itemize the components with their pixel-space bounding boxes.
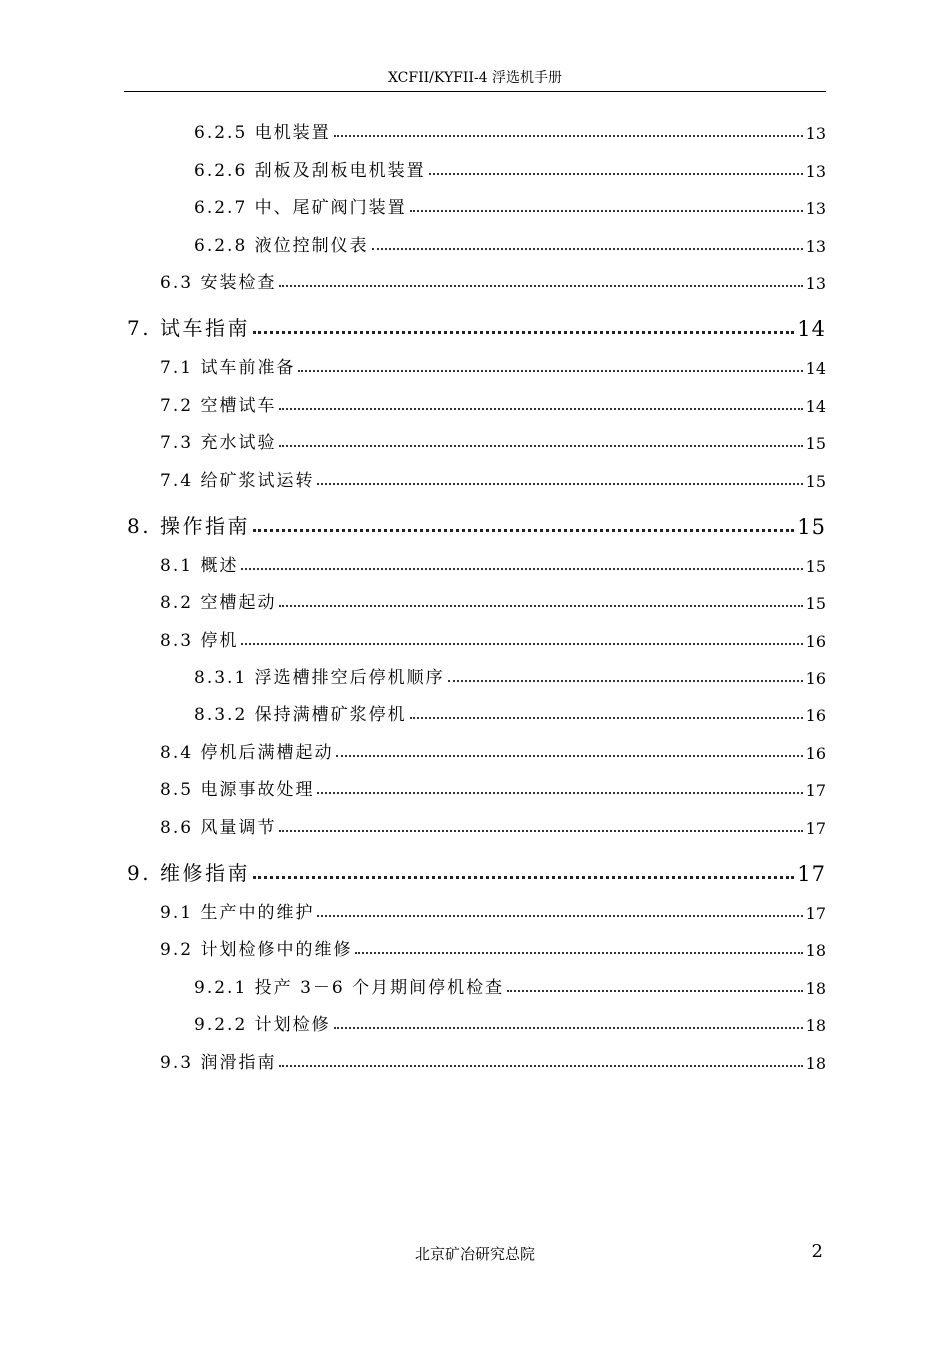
- toc-entry-title: 9. 维修指南: [127, 860, 250, 885]
- toc-leader-dots: [241, 643, 802, 645]
- toc-leader-dots: [410, 717, 803, 719]
- toc-entry-page: 15: [805, 471, 826, 491]
- toc-entry-title: 8.1 概述: [160, 555, 239, 576]
- toc-entry[interactable]: [124, 769, 826, 806]
- toc-entry-page: 15: [805, 556, 826, 576]
- toc-entry-page: 13: [805, 161, 826, 181]
- toc-leader-dots: [279, 285, 802, 287]
- footer-organization: 北京矿冶研究总院: [414, 1245, 535, 1263]
- toc-entry-page: 17: [797, 861, 826, 886]
- toc-leader-dots: [448, 680, 803, 682]
- toc-entry-title: 7.2 空槽试车: [160, 395, 277, 416]
- toc-leader-dots: [253, 876, 794, 879]
- toc-leader-dots: [334, 135, 803, 137]
- toc-entry[interactable]: [124, 929, 826, 966]
- toc-entry-title: 7.4 给矿浆试运转: [160, 470, 315, 491]
- toc-leader-dots: [336, 755, 802, 757]
- toc-entry-title: 8.6 风量调节: [160, 817, 277, 838]
- toc-leader-dots: [355, 952, 802, 954]
- toc-entry[interactable]: [124, 1041, 826, 1078]
- header-rule: [124, 91, 826, 92]
- toc-entry[interactable]: [124, 892, 826, 929]
- toc-entry[interactable]: [124, 262, 826, 299]
- toc-entry-title: 7. 试车指南: [127, 315, 250, 340]
- toc-leader-dots: [410, 210, 803, 212]
- toc-entry-title: 8.4 停机后满槽起动: [160, 742, 334, 763]
- toc-entry-title: 9.1 生产中的维护: [160, 903, 315, 924]
- toc-entry-title: 6.2.8 液位控制仪表: [194, 235, 369, 256]
- toc-entry[interactable]: [124, 224, 826, 261]
- toc-chapter-entry[interactable]: [124, 501, 826, 545]
- toc-entry-title: 8.5 电源事故处理: [160, 780, 315, 801]
- toc-entry-title: 7.1 试车前准备: [160, 358, 296, 379]
- toc-entry-title: 8.2 空槽起动: [160, 593, 277, 614]
- toc-entry-title: 9.2 计划检修中的维修: [160, 940, 353, 961]
- toc-leader-dots: [372, 248, 803, 250]
- toc-entry-title: 6.3 安装检查: [160, 272, 277, 293]
- toc-leader-dots: [253, 529, 794, 532]
- toc-leader-dots: [317, 483, 802, 485]
- toc-entry-page: 13: [805, 199, 826, 219]
- table-of-contents: [124, 112, 826, 1079]
- toc-leader-dots: [279, 408, 802, 410]
- toc-leader-dots: [298, 370, 802, 372]
- toc-leader-dots: [334, 1027, 803, 1029]
- toc-entry-page: 18: [805, 1016, 826, 1036]
- toc-entry[interactable]: [124, 422, 826, 459]
- toc-entry-title: 9.2.2 计划检修: [194, 1015, 331, 1036]
- toc-leader-dots: [279, 605, 802, 607]
- toc-entry[interactable]: [124, 731, 826, 768]
- toc-entry[interactable]: [124, 149, 826, 186]
- toc-leader-dots: [317, 792, 802, 794]
- toc-chapter-entry[interactable]: [124, 848, 826, 892]
- toc-entry-title: 9.2.1 投产 3－6 个月期间停机检查: [194, 977, 505, 998]
- toc-entry-title: 9.3 润滑指南: [160, 1052, 277, 1073]
- toc-entry[interactable]: [124, 619, 826, 656]
- running-header: XCFII/KYFII-4 浮选机手册: [387, 70, 563, 86]
- toc-entry-title: 8.3 停机: [160, 630, 239, 651]
- toc-entry[interactable]: [124, 347, 826, 384]
- toc-leader-dots: [241, 568, 802, 570]
- toc-leader-dots: [429, 173, 803, 175]
- toc-entry-page: 15: [797, 514, 826, 539]
- toc-entry-page: 17: [805, 818, 826, 838]
- toc-leader-dots: [279, 1065, 802, 1067]
- toc-entry-page: 18: [805, 978, 826, 998]
- toc-entry[interactable]: [124, 966, 826, 1003]
- toc-entry[interactable]: [124, 112, 826, 149]
- toc-chapter-entry[interactable]: [124, 303, 826, 347]
- toc-entry-title: 7.3 充水试验: [160, 433, 277, 454]
- toc-leader-dots: [317, 915, 802, 917]
- toc-entry-page: 14: [805, 396, 826, 416]
- toc-entry-title: 6.2.5 电机装置: [194, 123, 331, 144]
- toc-entry-page: 13: [805, 236, 826, 256]
- toc-entry[interactable]: [124, 694, 826, 731]
- toc-entry[interactable]: [124, 545, 826, 582]
- toc-entry-page: 18: [805, 941, 826, 961]
- toc-entry-page: 13: [805, 273, 826, 293]
- toc-entry-page: 17: [805, 781, 826, 801]
- toc-entry[interactable]: [124, 1004, 826, 1041]
- toc-entry-title: 8.3.1 浮选槽排空后停机顺序: [194, 668, 445, 689]
- toc-entry-title: 6.2.7 中、尾矿阀门装置: [194, 198, 407, 219]
- toc-entry-page: 16: [805, 631, 826, 651]
- toc-entry-page: 18: [805, 1053, 826, 1073]
- toc-entry[interactable]: [124, 459, 826, 496]
- toc-entry-title: 8. 操作指南: [127, 513, 250, 538]
- toc-entry-page: 16: [805, 669, 826, 689]
- toc-entry[interactable]: [124, 582, 826, 619]
- toc-entry-title: 8.3.2 保持满槽矿浆停机: [194, 705, 407, 726]
- toc-entry-page: 14: [805, 359, 826, 379]
- toc-entry-page: 16: [805, 706, 826, 726]
- toc-entry[interactable]: [124, 384, 826, 421]
- toc-entry-page: 15: [805, 594, 826, 614]
- toc-entry-page: 13: [805, 124, 826, 144]
- footer-page-number: 2: [811, 1241, 823, 1262]
- toc-entry-page: 14: [797, 316, 826, 341]
- toc-leader-dots: [279, 445, 802, 447]
- toc-entry[interactable]: [124, 657, 826, 694]
- toc-leader-dots: [279, 830, 802, 832]
- toc-entry-page: 17: [805, 904, 826, 924]
- toc-leader-dots: [253, 331, 794, 334]
- toc-entry-title: 6.2.6 刮板及刮板电机装置: [194, 160, 426, 181]
- toc-leader-dots: [507, 990, 803, 992]
- toc-entry-page: 16: [805, 743, 826, 763]
- toc-entry[interactable]: [124, 187, 826, 224]
- toc-entry[interactable]: [124, 806, 826, 843]
- toc-entry-page: 15: [805, 434, 826, 454]
